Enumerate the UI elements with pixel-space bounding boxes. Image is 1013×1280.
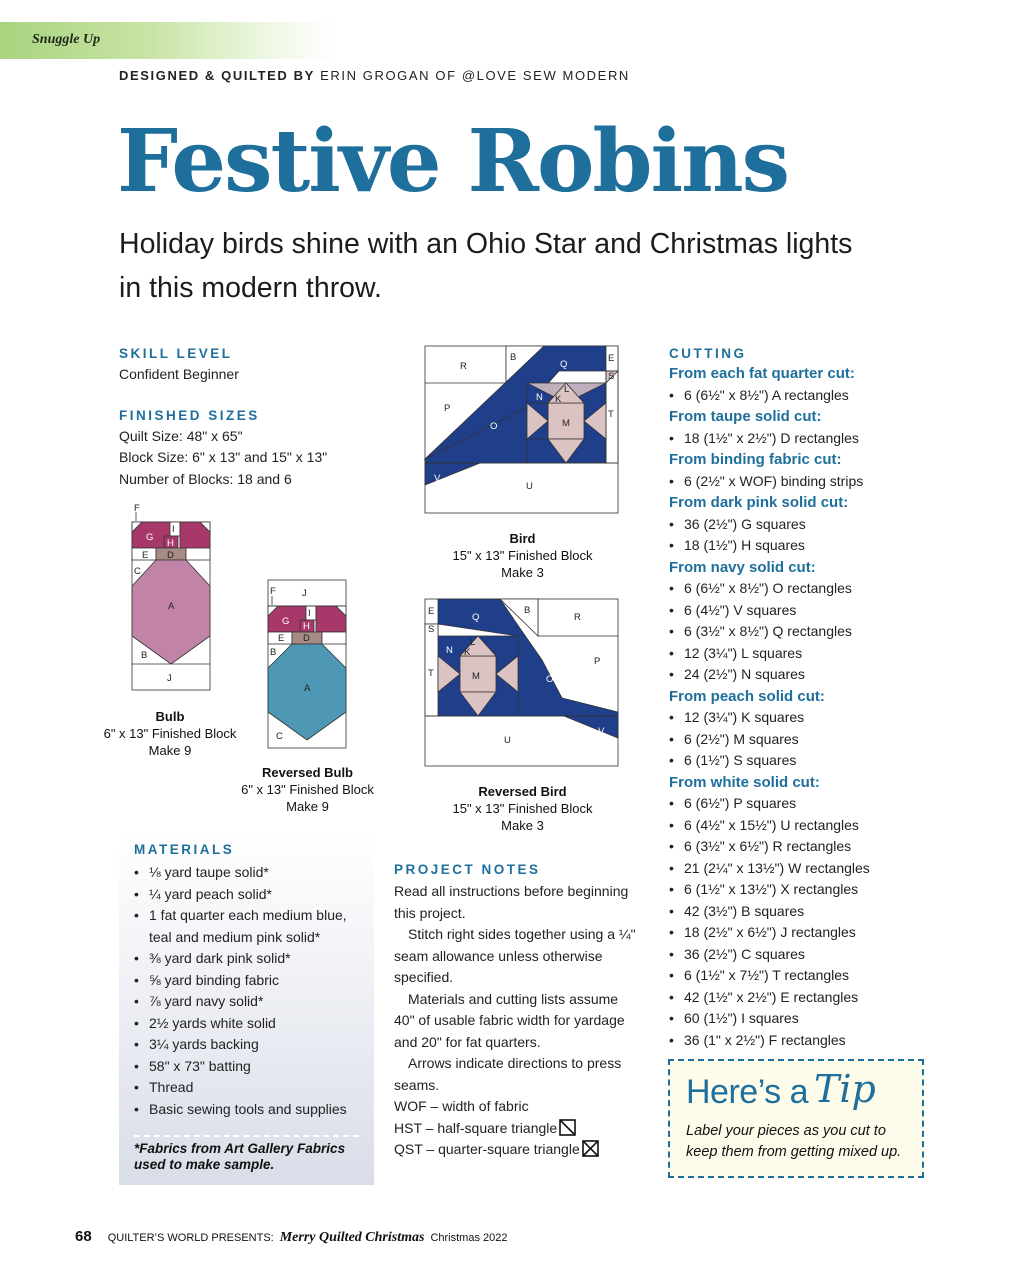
list-item: • 21 (2¼" x 13½") W rectangles — [669, 858, 919, 880]
materials-list — [134, 862, 369, 1120]
list-item: • Thread — [134, 1077, 369, 1099]
label-G: G — [146, 532, 154, 543]
block-make: Make 3 — [501, 818, 544, 833]
fabric-note: *Fabrics from Art Gallery Fabrics used to make sample. — [134, 1141, 346, 1172]
label-C: C — [276, 731, 283, 742]
list-item: • 18 (1½" x 2½") D rectangles — [669, 428, 919, 450]
cutting-list — [669, 346, 919, 1051]
label-C: C — [134, 566, 141, 577]
divider — [134, 1135, 359, 1137]
list-item: • 6 (1½" x 7½") T rectangles — [669, 965, 919, 987]
label-B: B — [510, 352, 517, 363]
label-J: J — [167, 673, 172, 684]
list-item: • 6 (6½" x 8½") A rectangles — [669, 385, 919, 407]
list-item: • 42 (3½") B squares — [669, 901, 919, 923]
tip-lead: Here’s a — [686, 1073, 808, 1111]
footer-issue: Christmas 2022 — [430, 1232, 508, 1244]
bulb-diagram — [128, 502, 214, 692]
bird-diagram — [424, 345, 620, 515]
label-M: M — [562, 418, 570, 429]
label-B: B — [141, 650, 148, 661]
cut-group-title: From white solid cut: — [669, 773, 820, 791]
note-qst: QST – quarter-square triangle — [394, 1141, 580, 1157]
list-item: • 6 (3½" x 8½") Q rectangles — [669, 621, 919, 643]
label-O: O — [546, 674, 554, 685]
page-title: Festive Robins — [117, 111, 789, 212]
block-size: 6" x 13" Finished Block — [103, 726, 237, 741]
label-A: A — [168, 601, 175, 612]
footer-publisher: QUILTER’S WORLD PRESENTS: — [107, 1232, 274, 1244]
label-F: F — [134, 503, 140, 514]
note-paragraph: Arrows indicate directions to press seams. — [394, 1055, 622, 1093]
label-R: R — [460, 361, 467, 372]
list-item: • ⅝ yard binding fabric — [134, 970, 369, 992]
label-Q: Q — [472, 612, 480, 623]
list-item: • ⅜ yard dark pink solid* — [134, 948, 369, 970]
skill-value: Confident Beginner — [119, 366, 239, 382]
cut-group-title: From binding fabric cut: — [669, 451, 842, 468]
label-N: N — [446, 645, 453, 656]
label-F: F — [270, 586, 276, 597]
qst-icon — [582, 1140, 599, 1157]
cut-group-title: From each fat quarter cut: — [669, 365, 855, 382]
label-T: T — [608, 409, 614, 420]
list-item: • 18 (2½" x 6½") J rectangles — [669, 922, 919, 944]
list-item: • 42 (1½" x 2½") E rectangles — [669, 987, 919, 1009]
label-K: K — [555, 394, 562, 405]
note-paragraph: Read all instructions before beginning this project. — [394, 883, 629, 921]
list-item: • ⅛ yard taupe solid* — [134, 862, 369, 884]
cutting-heading: CUTTING — [669, 346, 747, 361]
note-hst: HST – half-square triangle — [394, 1119, 558, 1136]
label-G: G — [282, 616, 290, 627]
list-item: • 3¼ yards backing — [134, 1034, 369, 1056]
list-item: • 2½ yards white solid — [134, 1013, 369, 1035]
list-item: • 60 (1½") I squares — [669, 1008, 919, 1030]
label-P: P — [444, 403, 451, 414]
label-M: M — [472, 671, 480, 682]
page-number: 68 — [75, 1228, 92, 1245]
label-A: A — [304, 683, 311, 694]
block-size: 15" x 13" Finished Block — [452, 548, 593, 563]
bird-caption — [440, 530, 605, 581]
skill-heading: SKILL LEVEL — [119, 346, 233, 361]
size-line: Number of Blocks: 18 and 6 — [119, 470, 292, 487]
project-heading: PROJECT NOTES — [394, 862, 541, 877]
list-item: • 6 (4½" x 15½") U rectangles — [669, 815, 919, 837]
list-item: • 58" x 73" batting — [134, 1056, 369, 1078]
list-item: • 36 (2½") G squares — [669, 514, 919, 536]
label-S: S — [428, 624, 435, 635]
reversed-bulb-caption — [230, 764, 385, 815]
list-item: • 6 (3½" x 6½") R rectangles — [669, 836, 919, 858]
footer — [75, 1228, 507, 1246]
block-name: Bulb — [155, 709, 185, 724]
label-U: U — [504, 735, 511, 746]
cut-group-title: From navy solid cut: — [669, 558, 816, 576]
note-hst-line — [394, 1118, 639, 1140]
list-item: • 6 (1½" x 13½") X rectangles — [669, 879, 919, 901]
list-item: • 24 (2½") N squares — [669, 664, 919, 686]
label-P: P — [594, 656, 601, 667]
block-make: Make 9 — [148, 743, 192, 758]
list-item: • ⅞ yard navy solid* — [134, 991, 369, 1013]
label-V: V — [598, 726, 605, 737]
list-item: • 6 (1½") S squares — [669, 750, 919, 772]
sizes-heading: FINISHED SIZES — [119, 407, 260, 423]
note-paragraph: Stitch right sides together using a ¼" seam allowance unless otherwise specified. — [394, 926, 636, 985]
bulb-caption — [95, 708, 245, 759]
note-paragraph: Materials and cutting lists assume 40" of usable fabric width for yardage and 20" for fat quarters. — [394, 990, 625, 1050]
list-item: • 1 fat quarter each medium blue, teal and medium pink solid* — [134, 905, 369, 948]
label-O: O — [490, 421, 498, 432]
block-make: Make 3 — [501, 565, 544, 580]
label-I: I — [308, 608, 311, 619]
label-L: L — [564, 384, 570, 395]
list-item: • 6 (6½") P squares — [669, 793, 919, 815]
list-item: • Basic sewing tools and supplies — [134, 1099, 369, 1121]
label-H: H — [167, 538, 174, 549]
note-qst-line — [394, 1139, 639, 1161]
list-item: • 6 (4½") V squares — [669, 600, 919, 622]
reversed-bulb-diagram — [264, 578, 350, 750]
list-item: • 12 (3¼") L squares — [669, 643, 919, 665]
note-wof: WOF – width of fabric — [394, 1098, 529, 1114]
list-item: • 12 (3¼") K squares — [669, 707, 919, 729]
tip-box — [668, 1059, 924, 1178]
tip-word: Tip — [814, 1067, 876, 1111]
project-notes — [394, 862, 639, 1161]
cut-group-title: From dark pink solid cut: — [669, 494, 849, 511]
tip-text: Label your pieces as you cut to keep them from getting mixed up. — [686, 1123, 902, 1160]
label-I: I — [172, 524, 175, 535]
label-N: N — [536, 392, 543, 403]
label-Q: Q — [560, 359, 568, 370]
label-H: H — [303, 621, 310, 632]
label-E: E — [428, 606, 435, 617]
label-E: E — [608, 353, 615, 364]
footer-magazine: Merry Quilted Christmas — [279, 1230, 425, 1245]
size-line: Block Size: 6" x 13" and 15" x 13" — [119, 449, 328, 465]
cut-group-title: From taupe solid cut: — [669, 408, 822, 425]
reversed-bird-diagram — [424, 598, 620, 768]
section-tab-label: Snuggle Up — [32, 32, 101, 47]
label-D: D — [303, 633, 310, 644]
label-S: S — [608, 371, 615, 382]
list-item: • 36 (1" x 2½") F rectangles — [669, 1030, 919, 1052]
list-item: • ¼ yard peach solid* — [134, 884, 369, 906]
cut-group-title: From peach solid cut: — [669, 687, 825, 705]
byline-label: DESIGNED & QUILTED BY — [119, 68, 315, 83]
label-B: B — [524, 605, 531, 616]
materials-heading: MATERIALS — [134, 842, 235, 857]
block-name: Bird — [509, 531, 536, 546]
info-column — [119, 346, 359, 490]
block-size: 15" x 13" Finished Block — [452, 801, 593, 816]
list-item: • 6 (2½") M squares — [669, 729, 919, 751]
label-B: B — [270, 647, 277, 658]
label-E: E — [142, 550, 149, 561]
section-tab — [0, 22, 335, 59]
label-D: D — [167, 550, 174, 561]
reversed-bird-caption — [440, 783, 605, 834]
page-subtitle: Holiday birds shine with an Ohio Star and Christmas lights in this modern throw. — [119, 228, 853, 304]
label-V: V — [434, 473, 441, 484]
byline — [119, 68, 630, 83]
byline-name: ERIN GROGAN OF @LOVE SEW MODERN — [320, 68, 630, 83]
list-item: • 36 (2½") C squares — [669, 944, 919, 966]
list-item: • 6 (2½" x WOF) binding strips — [669, 471, 919, 493]
size-line: Quilt Size: 48" x 65" — [119, 427, 243, 444]
label-L: L — [470, 637, 476, 648]
materials-box — [119, 833, 374, 1185]
hst-icon — [559, 1119, 576, 1136]
block-name: Reversed Bulb — [261, 765, 354, 780]
label-E: E — [278, 633, 285, 644]
block-make: Make 9 — [286, 799, 329, 814]
list-item: • 6 (6½" x 8½") O rectangles — [669, 578, 919, 600]
block-size: 6" x 13" Finished Block — [241, 782, 374, 797]
block-name: Reversed Bird — [478, 784, 567, 799]
label-J: J — [302, 588, 307, 599]
label-T: T — [428, 668, 434, 679]
list-item: • 18 (1½") H squares — [669, 535, 919, 557]
label-R: R — [574, 612, 581, 623]
label-K: K — [464, 647, 471, 658]
label-U: U — [526, 481, 533, 492]
